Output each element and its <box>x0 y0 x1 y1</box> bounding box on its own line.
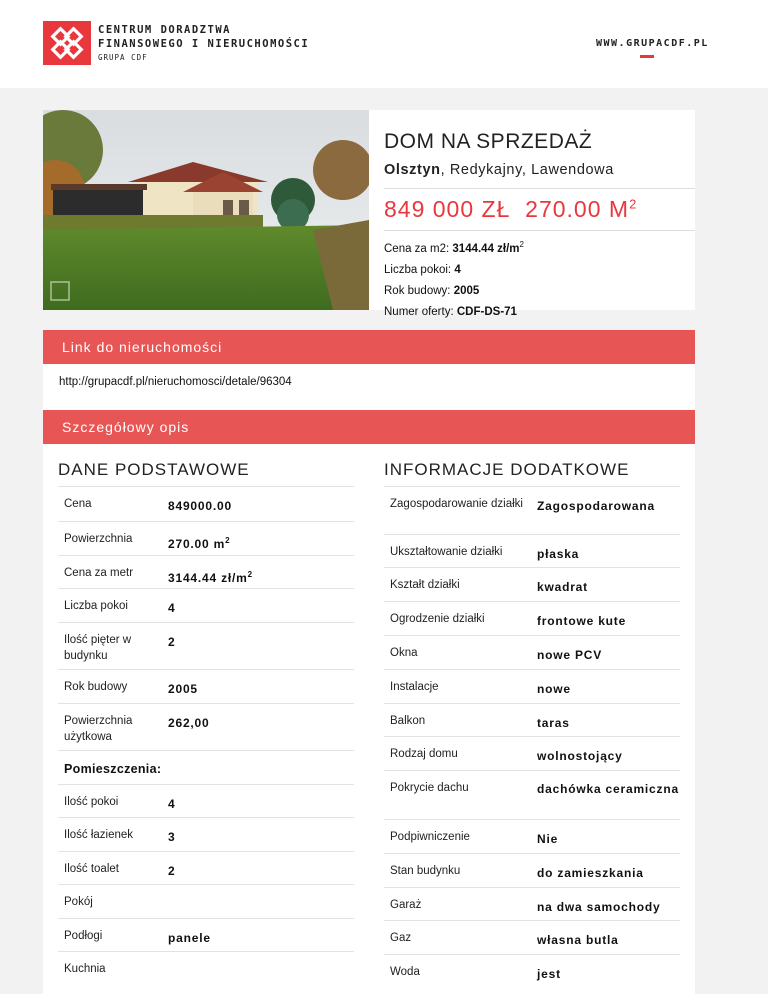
basic-data-title: DANE PODSTAWOWE <box>58 460 250 479</box>
table-row <box>58 817 354 851</box>
row-label: Rodzaj domu <box>390 748 458 760</box>
row-value-text: 4 <box>168 797 176 811</box>
row-label: Woda <box>390 966 420 978</box>
listing-city: Olsztyn <box>384 162 441 178</box>
link-card <box>43 364 695 410</box>
row-value <box>537 780 680 798</box>
fact-value: CDF-DS-71 <box>456 305 517 318</box>
table-row <box>58 851 354 884</box>
row-value <box>537 864 680 882</box>
row-value-text: 3144.44 zł/m <box>168 571 248 585</box>
table-row <box>384 853 680 887</box>
description-section-header <box>43 410 695 444</box>
table-row <box>384 669 680 703</box>
row-label: Stan budynku <box>390 865 461 877</box>
row-label: Rok budowy <box>64 681 128 693</box>
row-value-text: 270.00 m <box>168 537 226 551</box>
listing-summary-card <box>43 110 695 318</box>
row-label: Podpiwniczenie <box>390 831 470 843</box>
divider <box>384 188 695 189</box>
row-value <box>537 965 680 983</box>
row-value <box>168 599 354 617</box>
table-row <box>58 669 354 703</box>
row-label: Zagospodarowanie działki <box>390 498 523 510</box>
row-label: Instalacje <box>390 681 439 693</box>
row-label: Pokój <box>64 896 93 908</box>
table-row <box>384 567 680 601</box>
row-label: Okna <box>390 647 418 659</box>
logo-line-3: GRUPA CDF <box>98 53 148 62</box>
row-value <box>168 929 354 947</box>
row-label: Ilość łazienek <box>64 829 134 841</box>
listing-fact-row <box>384 238 524 259</box>
table-row <box>384 770 680 819</box>
listing-location <box>384 162 614 178</box>
table-row <box>384 601 680 635</box>
listing-area: 270.00 M <box>525 196 630 222</box>
row-value <box>537 646 680 664</box>
table-row <box>384 819 680 853</box>
additional-info-title: INFORMACJE DODATKOWE <box>384 460 630 479</box>
table-row <box>384 534 680 567</box>
row-value-text: 262,00 <box>168 716 210 730</box>
row-label: Ilość pokoi <box>64 796 119 808</box>
row-value-text: dachówka ceramiczna <box>537 782 679 796</box>
row-value <box>537 898 680 916</box>
listing-price: 849 000 ZŁ <box>384 196 511 222</box>
row-value-text: Nie <box>537 832 559 846</box>
row-value-sup: 2 <box>225 536 231 545</box>
row-value-text: nowe <box>537 682 571 696</box>
listing-fact-row <box>384 280 524 301</box>
row-label: Powierzchnia <box>64 533 133 545</box>
row-value <box>168 714 354 732</box>
table-row <box>58 918 354 951</box>
row-value-text: nowe PCV <box>537 648 603 662</box>
link-section-title: Link do nieruchomości <box>62 339 223 355</box>
logo-line-1: CENTRUM DORADZTWA <box>98 24 231 36</box>
description-section-title: Szczegółowy opis <box>62 419 190 435</box>
listing-address: , Redykajny, Lawendowa <box>440 162 614 178</box>
logo-line-2: FINANSOWEGO I NIERUCHOMOŚCI <box>98 37 310 50</box>
listing-facts <box>384 238 524 322</box>
row-value <box>168 633 354 651</box>
fact-value: 4 <box>454 263 461 276</box>
basic-data-table <box>58 486 354 985</box>
table-row <box>58 521 354 555</box>
row-value <box>537 747 680 765</box>
row-label: Balkon <box>390 715 426 727</box>
row-value-text: 3 <box>168 830 176 844</box>
table-section-heading <box>58 750 354 784</box>
row-label: Powierzchnia użytkowa <box>64 715 133 743</box>
fact-label: Numer oferty: <box>384 305 454 318</box>
table-row <box>384 703 680 736</box>
section-label: Pomieszczenia: <box>64 762 162 776</box>
row-label: Kuchnia <box>64 963 106 975</box>
website-link[interactable]: WWW.GRUPACDF.PL <box>596 38 709 49</box>
row-value-text: do zamieszkania <box>537 866 644 880</box>
table-row <box>58 884 354 918</box>
property-url-link[interactable]: http://grupacdf.pl/nieruchomosci/detale/96304 <box>59 376 292 388</box>
listing-fact-row <box>384 301 524 322</box>
row-label: Ilość pięter w budynku <box>64 634 132 662</box>
table-row <box>384 887 680 920</box>
table-row <box>58 555 354 588</box>
listing-price-line <box>384 196 637 223</box>
table-row <box>58 622 354 669</box>
row-value <box>168 532 354 553</box>
website-underline <box>640 55 654 58</box>
row-label: Ilość toalet <box>64 863 119 875</box>
row-value <box>168 795 354 813</box>
row-value-text: wolnostojący <box>537 749 623 763</box>
fact-label: Liczba pokoi: <box>384 263 452 276</box>
table-row <box>58 588 354 622</box>
table-row <box>384 635 680 669</box>
divider <box>384 230 695 231</box>
row-value-text: na dwa samochody <box>537 900 661 914</box>
row-value <box>537 931 680 949</box>
fact-value-sup: 2 <box>519 240 524 249</box>
row-label: Podłogi <box>64 930 103 942</box>
row-value <box>537 680 680 698</box>
row-value-text: 4 <box>168 601 176 615</box>
company-logo-text <box>98 24 309 65</box>
row-label: Ogrodzenie działki <box>390 613 485 625</box>
link-section-header <box>43 330 695 364</box>
description-card <box>43 444 695 994</box>
row-label: Garaż <box>390 899 422 911</box>
row-value <box>168 862 354 880</box>
row-value-text: własna butla <box>537 933 619 947</box>
row-value <box>537 612 680 630</box>
row-value <box>537 497 680 515</box>
company-logo-icon[interactable] <box>43 21 91 65</box>
fact-value: 3144.44 zł/m <box>452 242 520 255</box>
row-value-text: panele <box>168 931 211 945</box>
row-label: Kształt działki <box>390 579 460 591</box>
row-value-text: frontowe kute <box>537 614 627 628</box>
fact-label: Cena za m2: <box>384 242 450 255</box>
row-label: Cena za metr <box>64 567 134 579</box>
listing-area-sup: 2 <box>629 196 638 212</box>
property-photo[interactable] <box>43 110 369 310</box>
row-value-sup: 2 <box>247 570 253 579</box>
table-row <box>58 703 354 750</box>
row-value-text: płaska <box>537 547 580 561</box>
table-row <box>384 486 680 534</box>
table-row <box>384 920 680 954</box>
row-value-text: 849000.00 <box>168 499 232 513</box>
listing-fact-row <box>384 259 524 280</box>
row-value <box>537 714 680 732</box>
fact-value: 2005 <box>453 284 480 297</box>
table-row <box>58 486 354 521</box>
page-header <box>0 0 768 88</box>
row-value-text: 2 <box>168 635 176 649</box>
row-value-text: 2005 <box>168 682 198 696</box>
row-value <box>168 497 354 515</box>
row-value <box>537 545 680 563</box>
row-label: Ukształtowanie działki <box>390 546 503 558</box>
row-label: Cena <box>64 498 92 510</box>
row-value-text: kwadrat <box>537 580 588 594</box>
fact-label: Rok budowy: <box>384 284 451 297</box>
row-value <box>168 828 354 846</box>
listing-title: DOM NA SPRZEDAŻ <box>384 130 593 153</box>
row-value-text: jest <box>537 967 561 981</box>
table-row <box>58 951 354 985</box>
additional-info-table <box>384 486 680 988</box>
row-label: Pokrycie dachu <box>390 782 469 794</box>
row-label: Gaz <box>390 932 412 944</box>
table-row <box>384 954 680 988</box>
table-row <box>384 736 680 770</box>
row-value <box>537 578 680 596</box>
row-value <box>168 566 354 587</box>
row-label: Liczba pokoi <box>64 600 128 612</box>
row-value <box>537 830 680 848</box>
row-value <box>168 680 354 698</box>
table-row <box>58 784 354 817</box>
row-value-text: 2 <box>168 864 176 878</box>
row-value-text: Zagospodarowana <box>537 499 656 513</box>
row-value-text: taras <box>537 716 570 730</box>
